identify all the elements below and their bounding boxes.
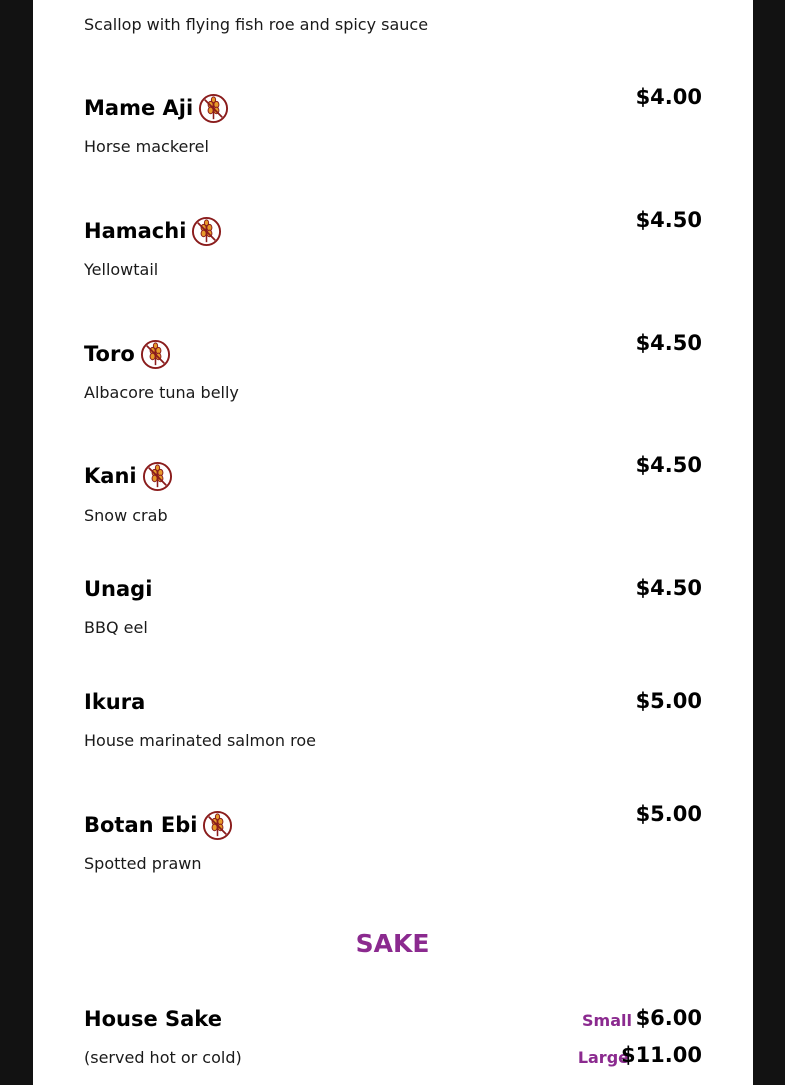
item-description: (served hot or cold) (84, 1048, 242, 1067)
item-price: $5.00 (635, 802, 702, 826)
size-label-large: Large (577, 1048, 629, 1067)
section-title-sake: SAKE (355, 929, 430, 958)
item-description: Yellowtail (84, 260, 159, 279)
item-description: House marinated salmon roe (84, 731, 316, 750)
menu-panel (33, 0, 753, 1085)
size-price-large: $11.00 (620, 1043, 702, 1067)
item-name-row (84, 215, 222, 247)
item-name: House Sake (84, 1007, 222, 1031)
item-description: Scallop with flying fish roe and spicy sauce (84, 15, 429, 34)
gluten-free-wheat-icon (202, 810, 233, 841)
size-label-small: Small (582, 1011, 632, 1030)
gluten-free-wheat-icon (191, 216, 222, 247)
item-description: Horse mackerel (84, 137, 209, 156)
item-description: Spotted prawn (84, 854, 202, 873)
item-name-row (84, 92, 229, 124)
item-name-row (84, 573, 152, 605)
item-description: Albacore tuna belly (84, 383, 239, 402)
item-name: Unagi (84, 577, 153, 601)
item-name-row (84, 809, 233, 841)
item-price: $5.00 (635, 689, 702, 713)
item-price: $4.50 (635, 331, 702, 355)
item-name-row (84, 460, 173, 492)
item-description: BBQ eel (84, 618, 148, 637)
item-price: $4.00 (635, 85, 702, 109)
gluten-free-wheat-icon (198, 93, 229, 124)
item-name-row (84, 338, 171, 370)
item-name: Mame Aji (84, 96, 194, 120)
item-name: Botan Ebi (84, 813, 198, 837)
item-price: $4.50 (635, 208, 702, 232)
item-name-row (84, 686, 145, 718)
item-description: Snow crab (84, 506, 168, 525)
item-name-row (84, 1003, 222, 1035)
item-name: Kani (84, 464, 137, 488)
size-price-small: $6.00 (635, 1006, 702, 1030)
item-price: $4.50 (635, 453, 702, 477)
item-name: Hamachi (84, 219, 187, 243)
item-name: Ikura (84, 690, 146, 714)
gluten-free-wheat-icon (142, 461, 173, 492)
item-name: Toro (84, 342, 135, 366)
gluten-free-wheat-icon (140, 339, 171, 370)
item-price: $4.50 (635, 576, 702, 600)
